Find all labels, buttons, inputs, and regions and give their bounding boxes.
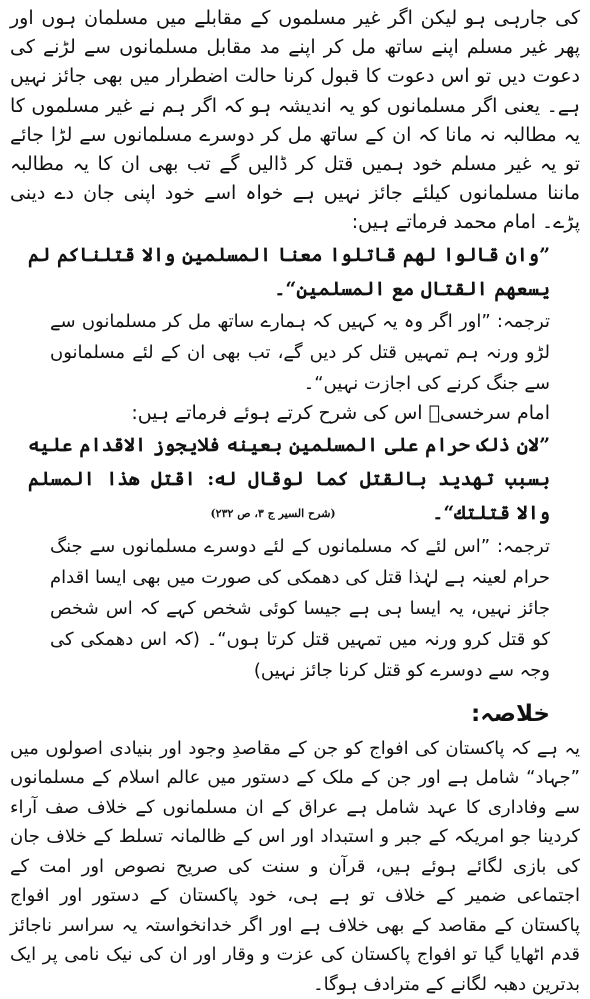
arabic-quote-imam-muhammad: ”وان قالوا لهم قاتلوا معنا المسلمين والا قتلناكم لم يسعهم القتال مع المسلمين“۔ — [28, 243, 550, 300]
summary-paragraph: یہ ہے کہ پاکستان کی افواج کو جن کے مقاصدِ وجود اور بنیادی اصولوں میں ”جہاد“ شامل ہے اور جن کے ملک کے دستور میں عالم اسلام کے مسلمانوں سے وفاداری کا عہد شامل ہے عراق کے ان مسلمانوں کے خلاف صف آراء کردینا جو امریکہ کے جبر و استبداد اور اس کے ظالمانہ تسلط کے خلاف جان کی بازی لگائے ہوئے ہیں، قرآن و سنت کی صریح نصوص اور امت کے اجتماعی ضمیر کے خلاف تو ہے ہی، خود پاکستان کے دستور اور افواج پاکستان کے مقاصد کے بھی خلاف ہے اور اگر خدانخواستہ یہ سراسر ناجائز قدم اٹھایا گیا تو افواج پاکستان کی عزت و وقار اور ان کی نیک نامی پر ایک بدترین دھبہ لگانے کے مترادف ہوگا۔ — [10, 737, 580, 995]
summary-heading: خلاصہ: — [471, 700, 550, 727]
intro-paragraph: کی جارہی ہو لیکن اگر غیر مسلموں کے مقابلے میں مسلمان ہوں اور پھر غیر مسلم اپنے ساتھ مل کر اپنے مد مقابل مسلمانوں سے لڑنے کی دعوت دیں تو اس دعوت کا قبول کرنا حالت اضطرار میں بھی جائز نہیں ہے۔ یعنی اگر مسلمانوں کو یہ اندیشہ ہو کہ اگر ہم نے غیر مسلموں کا یہ مطالبہ نہ مانا کہ ان کے ساتھ مل کر دوسرے مسلمانوں سے لڑا جائے تو یہ غیر مسلم خود ہمیں قتل کر ڈالیں گے تب بھی ان کا یہ مطالبہ ماننا مسلمانوں کیلئے جائز نہیں ہے خواہ اسے خود اپنی جان دے دینی پڑے۔ امام محمد فرماتے ہیں: — [10, 7, 580, 234]
arabic-quote-text: ”لان ذلک حرام علی المسلمين بعينه فلايجوز الاقدام عليه بسبب تهديد بالقتل كما لوقال له: اقتل هذا المسلم والا قتلتك“۔ — [28, 433, 550, 524]
sarakhsi-intro: امام سرخسیؒ اس کی شرح کرتے ہوئے فرماتے ہیں: — [131, 401, 550, 424]
reference-citation: (شرح السیر ج ۳، ص ۲۳۲) — [210, 506, 336, 520]
translation-2: ترجمہ: ”اس لئے کہ مسلمانوں کے لئے دوسرے مسلمانوں سے جنگ حرام لعینہ ہے لہٰذا قتل کی دھمکی کی صورت میں بھی ایسا اقدام جائز نہیں، یہ ایسا ہی ہے جیسا کوئی شخص کہے کہ اس شخص کو قتل کرو ورنہ میں تمہیں قتل کرتا ہوں“۔ (کہ اس دھمکی کی وجہ سے دوسرے کو قتل کرنا جائز نہیں) — [50, 535, 550, 681]
arabic-quote-sarakhsi — [28, 428, 550, 531]
translation-1: ترجمہ: ”اور اگر وہ یہ کہیں کہ ہمارے ساتھ مل کر مسلمانوں سے لڑو ورنہ ہم تمہیں قتل کر دیں گے، تب بھی ان کے لئے مسلمانوں سے جنگ کرنے کی اجازت نہیں“۔ — [50, 310, 550, 394]
